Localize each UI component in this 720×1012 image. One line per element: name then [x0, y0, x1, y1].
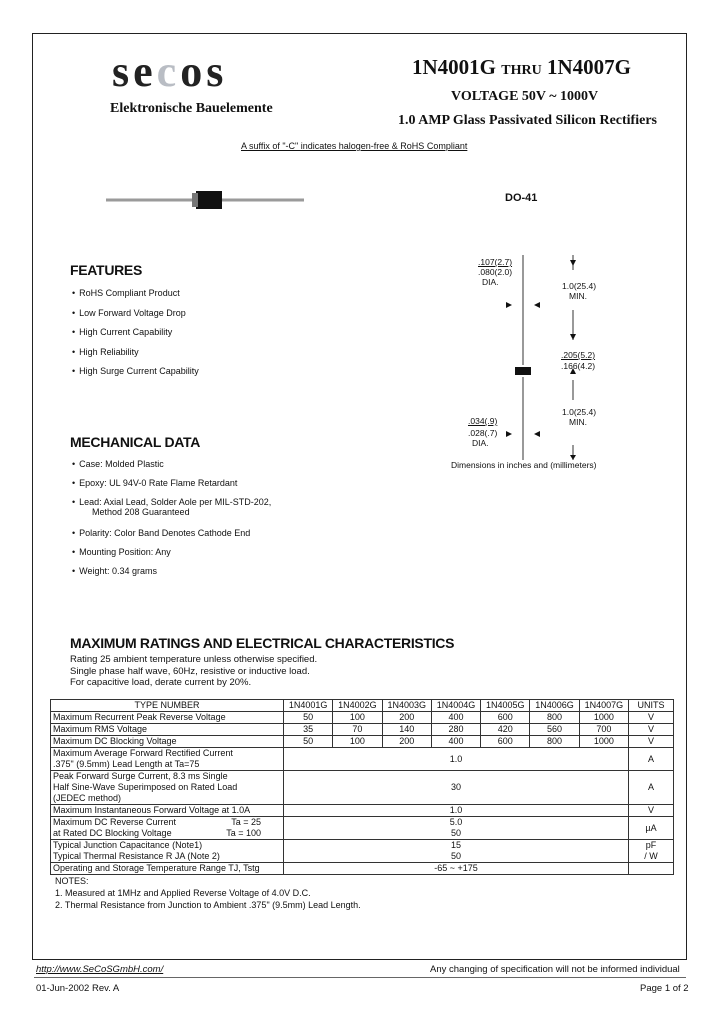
- cell: 600: [481, 712, 530, 724]
- cathode-band: [192, 193, 198, 207]
- cell: 560: [530, 724, 579, 736]
- revision-date: 01-Jun-2002 Rev. A: [36, 983, 120, 994]
- dim-body-len-max: .205(5.2): [561, 350, 596, 360]
- table-header-cell: 1N4006G: [530, 700, 579, 712]
- company-subtitle: Elektronische Bauelemente: [110, 101, 273, 116]
- features-title: FEATURES: [70, 262, 143, 278]
- cell: [284, 817, 629, 840]
- table-header-cell: 1N4003G: [382, 700, 431, 712]
- row-label-text: Maximum DC Reverse Current: [53, 817, 177, 827]
- cell: 420: [481, 724, 530, 736]
- ratings-line: Rating 25 ambient temperature unless otherwise specified.: [70, 654, 318, 665]
- cell: 50: [284, 712, 333, 724]
- table-row: [51, 748, 674, 771]
- row-label: Maximum Recurrent Peak Reverse Voltage: [51, 712, 284, 724]
- unit-cell: V: [629, 712, 674, 724]
- table-header-cell: 1N4002G: [333, 700, 382, 712]
- arrow-icon: [534, 302, 540, 308]
- condition-text: Ta = 25: [231, 817, 261, 827]
- package-name: DO-41: [505, 192, 538, 204]
- row-label: Maximum RMS Voltage: [51, 724, 284, 736]
- ratings-conditions: [70, 654, 317, 689]
- arrow-icon: [570, 334, 576, 340]
- cell: 35: [284, 724, 333, 736]
- cell: 30: [284, 771, 629, 805]
- mechanical-list: [72, 459, 271, 585]
- dim-caption: Dimensions in inches and (millimeters): [451, 460, 597, 470]
- row-label-line: Maximum Average Forward Rectified Current: [53, 748, 233, 758]
- row-label: [51, 817, 284, 840]
- arrow-icon: [570, 260, 576, 266]
- feature-item: • RoHS Compliant Product: [72, 288, 199, 308]
- suffix-note: A suffix of "-C" indicates halogen-free & RoHS Compliant: [241, 141, 468, 151]
- unit-cell: V: [629, 724, 674, 736]
- row-label-line: .375" (9.5mm) Lead Length at Ta=75: [53, 759, 200, 769]
- unit-cell: A: [629, 748, 674, 771]
- product-description: 1.0 AMP Glass Passivated Silicon Rectifiers: [398, 113, 657, 128]
- table-row: [51, 840, 674, 863]
- diode-illustration: [100, 185, 310, 215]
- note-item: 2. Thermal Resistance from Junction to Ambient .375" (9.5mm) Lead Length.: [55, 900, 361, 910]
- thru-label: THRU: [501, 63, 542, 78]
- arrow-icon: [506, 302, 512, 308]
- package-body: [515, 367, 531, 375]
- mechanical-item: • Weight: 0.34 grams: [72, 566, 271, 585]
- feature-item: • High Surge Current Capability: [72, 366, 199, 386]
- row-label: [51, 771, 284, 805]
- dim-min-label-2: MIN.: [569, 417, 587, 427]
- row-label-line: Typical Junction Capacitance (Note1): [53, 840, 203, 850]
- row-label: [51, 748, 284, 771]
- cell: 70: [333, 724, 382, 736]
- part-number-title: [412, 55, 631, 80]
- table-row: [51, 863, 674, 875]
- cell: 1000: [579, 736, 628, 748]
- table-header-cell: 1N4001G: [284, 700, 333, 712]
- cell: 800: [530, 736, 579, 748]
- cell-line: 50: [450, 851, 461, 861]
- unit-cell: V: [629, 736, 674, 748]
- table-header-cell: 1N4004G: [431, 700, 480, 712]
- unit-cell: V: [629, 805, 674, 817]
- row-label-line: Typical Thermal Resistance R JA (Note 2): [53, 851, 220, 861]
- mechanical-item: • Case: Molded Plastic: [72, 459, 271, 478]
- dim-body-len-min: .166(4.2): [561, 361, 596, 371]
- cell: 800: [530, 712, 579, 724]
- row-label-line: [53, 817, 281, 828]
- mechanical-item-text: Lead: Axial Lead, Solder Aole per MIL-STD-202,: [79, 497, 272, 507]
- arrow-icon: [506, 431, 512, 437]
- cell-line: pF: [645, 840, 657, 850]
- mechanical-item: • Mounting Position: Any: [72, 547, 271, 566]
- table-row: [51, 805, 674, 817]
- dim-wire-dia-min: .028(.7): [468, 428, 498, 438]
- cell: 600: [481, 736, 530, 748]
- dim-min-label: MIN.: [569, 291, 587, 301]
- row-label-line: [53, 828, 281, 839]
- table-header-cell: TYPE NUMBER: [51, 700, 284, 712]
- ratings-line: Single phase half wave, 60Hz, resistive or inductive load.: [70, 665, 310, 677]
- dim-lead-dia-max: .107(2.7): [478, 257, 513, 267]
- arrow-icon: [534, 431, 540, 437]
- note-item: 1. Measured at 1MHz and Applied Reverse Voltage of 4.0V D.C.: [55, 888, 311, 898]
- company-logo: secos: [112, 47, 228, 96]
- feature-item: • High Reliability: [72, 347, 199, 367]
- cell-line: 15: [450, 840, 461, 850]
- mechanical-item: • Epoxy: UL 94V-0 Rate Flame Retardant: [72, 478, 271, 497]
- table-row: [51, 771, 674, 805]
- cell: 400: [431, 736, 480, 748]
- unit-cell: [629, 840, 674, 863]
- cell: 200: [382, 712, 431, 724]
- cell-line: 50: [450, 828, 461, 838]
- notes: [55, 875, 361, 911]
- part-to: 1N4007G: [546, 55, 631, 79]
- table-row: [51, 712, 674, 724]
- cell: 700: [579, 724, 628, 736]
- cell: 1.0: [284, 748, 629, 771]
- dim-lead-length-2: 1.0(25.4): [562, 407, 597, 417]
- unit-cell: µA: [629, 817, 674, 840]
- ratings-line: For capacitive load, derate current by 20%.: [70, 677, 252, 688]
- mechanical-item: [72, 497, 271, 528]
- condition-text: Ta = 100: [226, 828, 261, 838]
- cell: -65 ~ +175: [284, 863, 629, 875]
- unit-cell: A: [629, 771, 674, 805]
- part-from: 1N4001G: [412, 55, 496, 79]
- mechanical-item: • Polarity: Color Band Denotes Cathode End: [72, 528, 271, 547]
- dim-dia-label-2: DIA.: [472, 438, 489, 448]
- cell: 140: [382, 724, 431, 736]
- row-label: Maximum Instantaneous Forward Voltage at 1.0A: [51, 805, 284, 817]
- table-row: [51, 724, 674, 736]
- cell: 1.0: [284, 805, 629, 817]
- row-label-line: Peak Forward Surge Current, 8.3 ms Single: [53, 771, 228, 781]
- table-row: [51, 736, 674, 748]
- cell: 400: [431, 712, 480, 724]
- table-row: [51, 817, 674, 840]
- mechanical-title: MECHANICAL DATA: [70, 434, 201, 450]
- row-label: [51, 840, 284, 863]
- row-label: Maximum DC Blocking Voltage: [51, 736, 284, 748]
- table-header-cell: 1N4007G: [579, 700, 628, 712]
- feature-item: • High Current Capability: [72, 327, 199, 347]
- table-header-row: [51, 700, 674, 712]
- footer-divider: [34, 977, 686, 978]
- dim-wire-dia-max: .034(.9): [468, 416, 498, 426]
- cell: 1000: [579, 712, 628, 724]
- cell-line: / W: [644, 851, 658, 861]
- cell: 100: [333, 712, 382, 724]
- website-link[interactable]: http://www.SeCoSGmbH.com/: [36, 964, 164, 975]
- row-label-line: (JEDEC method): [53, 793, 122, 803]
- unit-cell: [629, 863, 674, 875]
- ratings-title: MAXIMUM RATINGS AND ELECTRICAL CHARACTERISTICS: [70, 635, 455, 651]
- diode-body: [196, 191, 222, 209]
- disclaimer: Any changing of specification will not be informed individual: [430, 964, 680, 975]
- row-label: Operating and Storage Temperature Range TJ, Tstg: [51, 863, 284, 875]
- page-number: Page 1 of 2: [640, 983, 689, 994]
- cell: 50: [284, 736, 333, 748]
- cell: 200: [382, 736, 431, 748]
- dim-lead-dia-min: .080(2.0): [478, 267, 513, 277]
- dim-dia-label: DIA.: [482, 277, 499, 287]
- cell: 100: [333, 736, 382, 748]
- mechanical-item-line2: Method 208 Guaranteed: [92, 507, 190, 517]
- table-header-cell: 1N4005G: [481, 700, 530, 712]
- row-label-text: at Rated DC Blocking Voltage: [53, 828, 172, 838]
- dim-lead-length: 1.0(25.4): [562, 281, 597, 291]
- ratings-table: [50, 699, 674, 875]
- row-label-line: Half Sine-Wave Superimposed on Rated Load: [53, 782, 238, 792]
- voltage-range: VOLTAGE 50V ~ 1000V: [451, 89, 599, 104]
- cell: 280: [431, 724, 480, 736]
- cell-line: 5.0: [449, 817, 463, 827]
- feature-item: • Low Forward Voltage Drop: [72, 308, 199, 328]
- cell: [284, 840, 629, 863]
- features-list: [72, 288, 199, 386]
- notes-title: NOTES:: [55, 876, 89, 886]
- table-header-cell: UNITS: [629, 700, 674, 712]
